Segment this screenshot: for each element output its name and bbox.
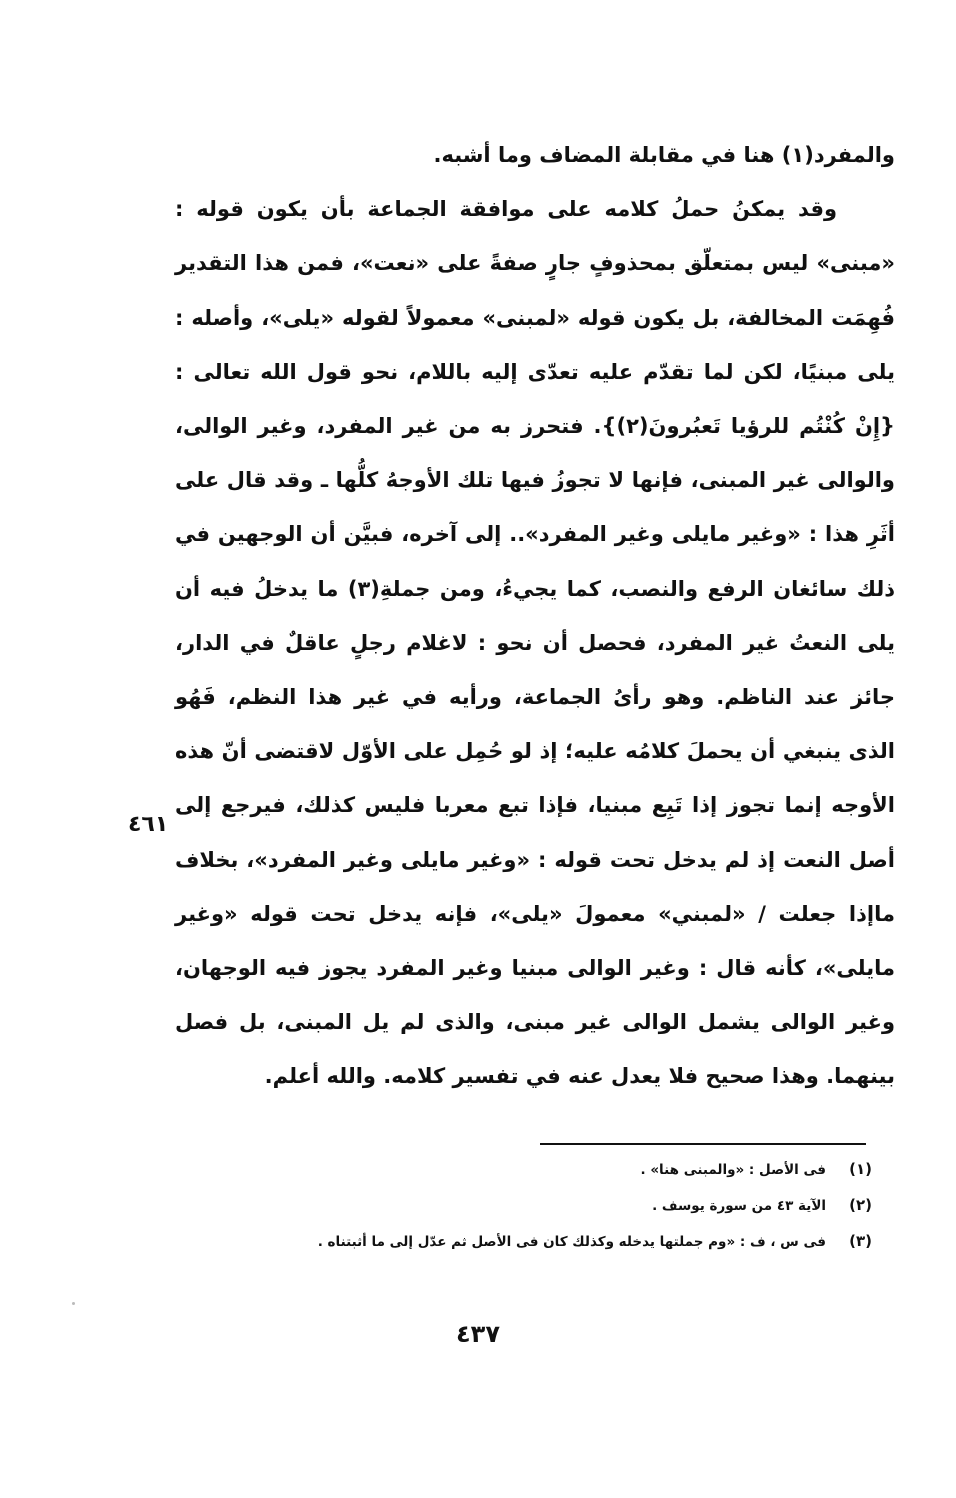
page-number: ٤٣٧	[456, 1320, 500, 1348]
footnote-text: الآية ٤٣ من سورة يوسف .	[652, 1198, 826, 1214]
main-text	[175, 128, 895, 1104]
manuscript-folio-marker: ٤٦١	[128, 812, 169, 837]
footnote-separator	[540, 1143, 866, 1145]
footnote-number: (٢)	[849, 1196, 872, 1214]
paragraph-intro: والمفرد(١) هنا في مقابلة المضاف وما أشبه.	[433, 143, 895, 167]
footnote-item	[200, 1196, 872, 1232]
scan-speck	[72, 1302, 75, 1305]
footnote-number: (٣)	[849, 1232, 872, 1250]
footnote-number: (١)	[849, 1160, 872, 1178]
paragraph-main: وقد يمكنُ حملُ كلامه على موافقة الجماعة بأن يكون قوله : «مبنى» ليس بمتعلّق بمحذوفٍ جارٍ صفةً على «نعت»، فمن هذا التقدير فُهِمَت المخالفة، بل يكون قوله «لمبنى» معمولاً لقوله «يلى»، وأصله : يلى مبنيًا، لكن لما تقدّم عليه تعدّى إليه باللام، نحو قول الله تعالى : {إِنْ كُنْتُم للرؤيا تَعبُرونَ(٢)}. فتحرز به من غير المفرد، وغير الوالى، والوالى غير المبنى، فإنها لا تجوزُ فيها تلك الأوجهُ كلُّها ـ وقد قال على أثَرِ هذا : «وغير مايلى وغير المفرد».. إلى آخره، فبيَّن أن الوجهين في ذلك سائغان الرفع والنصب، كما يجيءُ، ومن جملةِ(٣) ما يدخلُ فيه أن يلى النعتُ غير المفرد، فحصل أن نحو : لاغلام رجلٍ عاقلٌ في الدار، جائز عند الناظم. وهو رأىُ الجماعة، ورأيه في غير هذا النظم، فَهُو الذى ينبغي أن يحملَ كلامُه عليه؛ إذ لو حُمِل على الأوّل لاقتضى أنّ هذه الأوجه إنما تجوز إذا تَبِع مبنيا، فإذا تبع معربا فليس كذلك، فيرجع إلى أصل النعت إذ لم يدخل تحت قوله : «وغير مايلى وغير المفرد»، بخلاف ماإذا جعلت / «لمبني» معمولَ «يلى»، فإنه يدخل تحت قوله «وغير مايلى»، كأنه قال : وغير الوالى مبنيا وغير المفرد يجوز فيه الوجهان، وغير الوالى يشمل الوالى غير مبنى، والذى لم يل المبنى، بل فصل بينهما. وهذا صحيح فلا يعدل عنه في تفسير كلامه. والله أعلم.	[175, 197, 896, 1089]
footnote-item	[200, 1160, 872, 1196]
footnote-text: فى الأصل : «والمبنى هنا» .	[640, 1162, 826, 1178]
footnote-text: فى س ، ف : «وم جملتها يدخله وكذلك كان فى الأصل ثم عدّل إلى ما أثبتناه .	[317, 1234, 826, 1250]
footnote-item	[200, 1232, 872, 1268]
footnotes	[200, 1160, 872, 1268]
